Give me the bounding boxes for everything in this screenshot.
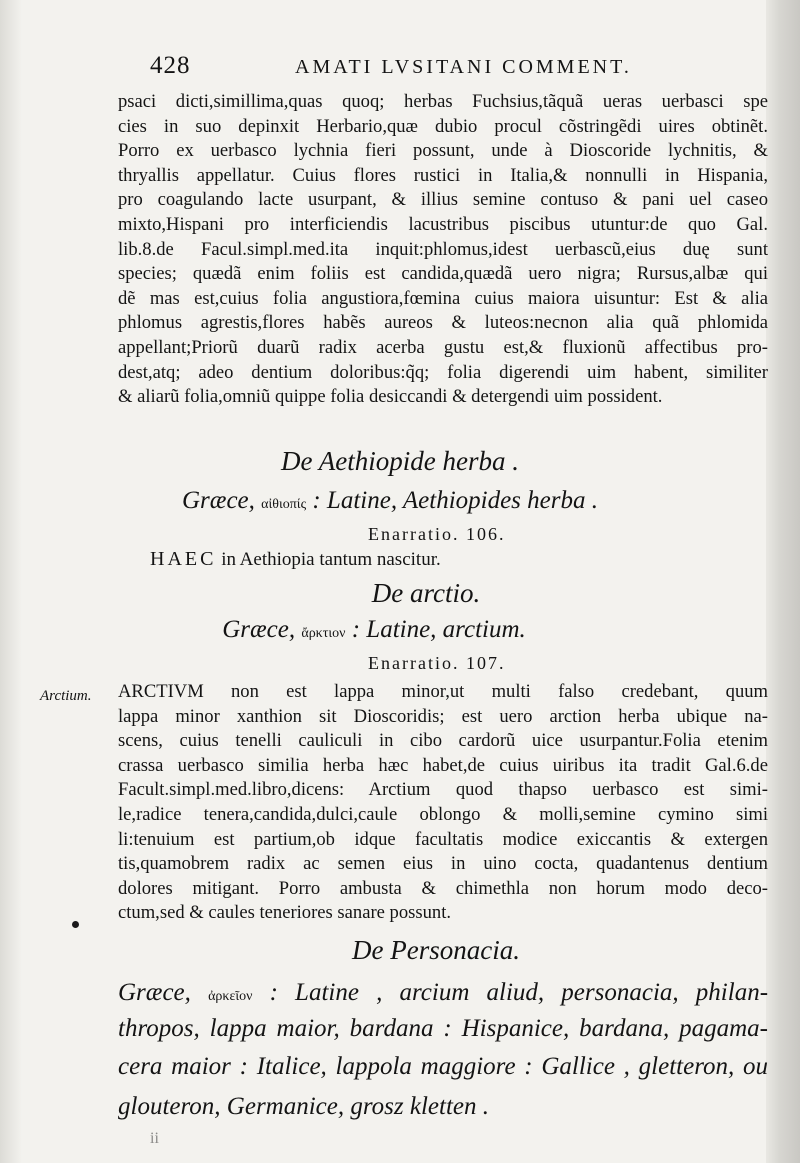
text-line: species; quædã enim foliis est candida,quædã uero nigra; Rursus,albæ qui xyxy=(118,263,768,285)
enarratio-106: Enarratio. 106. xyxy=(368,524,506,544)
section-title-arctio: De arctio. xyxy=(371,578,481,608)
enarratio-107: Enarratio. 107. xyxy=(368,653,506,673)
section-title-personacia: De Personacia. xyxy=(352,935,520,965)
bleed-dot xyxy=(72,921,79,928)
text-line: lappa minor xanthion sit Dioscoridis; est uero arction herba ubique na- xyxy=(118,705,768,727)
text-line: scens, cuius tenelli cauliculi in cibo cardorũ uice usurpantur.Folia etenim xyxy=(118,730,768,752)
text-line: Facult.simpl.med.libro,dicens: Arctium quod thapso uerbasco est simi- xyxy=(118,779,768,801)
text-line: crassa uerbasco similia herba hæc habet,de cuius uiribus ita tradit Gal.6.de xyxy=(118,754,768,776)
text-line: ARCTIVM non est lappa minor,ut multi falso credebant, quum xyxy=(118,681,768,702)
text-line: pro coagulando lacte usurpant, & illius semine contuso & pani uel caseo xyxy=(118,189,768,211)
names-line-2: thropos, lappa maior, bardana : Hispanice, bardana, pagama- xyxy=(118,1015,768,1042)
names-latin: : Latine , arcium aliud, personacia, philan- xyxy=(269,979,769,1006)
page-header xyxy=(150,48,670,82)
text-line: li:tenuium est partium,ob idque facultatis modice exiccantis & extergen xyxy=(118,828,768,850)
text-line: thryallis appellatur. Cuius flores rustici in Italia,& nonnulli in Hispania, xyxy=(118,164,768,186)
gutter-shadow xyxy=(0,0,22,1163)
names-line-3: cera maior : Italice, lappola maggiore : Gallice , gletteron, ou xyxy=(118,1053,768,1080)
aethiopide-text xyxy=(150,548,441,571)
text-line: le,radice tenera,candida,dulci,caule oblongo & molli,semine cymino simi xyxy=(118,803,768,825)
text-line: dest,atq; adeo dentium doloribus:q̃q; folia digerendi uim habent, similiter xyxy=(118,361,768,383)
initial-word: HAEC xyxy=(150,548,217,570)
text-line: dolores mitigant. Porro ambusta & chimethla non horum modo deco- xyxy=(118,877,768,899)
running-head: AMATI LVSITANI COMMENT. xyxy=(295,56,632,78)
text-line: mixto,Hispani pro interficiendis lacustribus piscibus utuntur:de quo Gal. xyxy=(118,213,768,235)
text-line: phlomus agrestis,flores habẽs aureos & luteos:necnon alia quã phlomida xyxy=(118,312,768,334)
names-line-4: glouteron, Germanice, grosz kletten . xyxy=(118,1093,489,1120)
text-line: Porro ex uerbasco lychnia fieri possunt, unde à Dioscoride lychnitis, & xyxy=(118,140,768,162)
text-line: cies in suo depinxit Herbario,quæ dubio procul cõstringẽdi uires obtinẽt. xyxy=(118,115,768,137)
margin-note-arctium: Arctium. xyxy=(40,688,92,704)
text-line: ctum,sed & caules teneriores sanare possunt. xyxy=(118,902,452,924)
greek-name: ἀρκεῖον xyxy=(208,989,253,1004)
text-line: lib.8.de Facul.simpl.med.ita inquit:phlomus,idest uerbascũ,eius duę sunt xyxy=(118,238,768,260)
names-label: Græce, xyxy=(222,616,296,643)
names-latin: : Latine, arctium. xyxy=(351,616,526,643)
text-line: tis,quamobrem radix ac semen eius in uino cocta, quadantenus dentium xyxy=(118,853,768,875)
greek-name: αἰθιοπίς xyxy=(261,497,307,512)
names-label: Græce, xyxy=(182,487,255,514)
text-line: dẽ mas est,cuius folia angustiora,fœmina cuius maiora uisuntur: Est & alia xyxy=(118,287,768,309)
page-number: 428 xyxy=(150,52,191,79)
text-line: & aliarũ folia,omniũ quippe folia desiccandi & detergendi uim possident. xyxy=(118,386,663,408)
names-line-1 xyxy=(118,976,768,1010)
signature-mark: ii xyxy=(150,1130,159,1147)
text-line: psaci dicti,simillima,quas quoq; herbas Fuchsius,tãquã ueras uerbasci spe xyxy=(118,91,768,112)
greek-name: ἄρκτιον xyxy=(301,626,346,641)
paragraph-verbascum xyxy=(118,90,768,410)
names-arctio xyxy=(0,616,774,644)
names-aethiopide xyxy=(0,487,790,515)
section-title-aethiopide: De Aethiopide herba . xyxy=(281,446,519,476)
names-label: Græce, xyxy=(118,979,191,1006)
aethiopide-body: in Aethiopia tantum nascitur. xyxy=(221,549,441,570)
paragraph-arctium xyxy=(118,680,768,926)
text-line: appellant;Priorũ duarũ radix acerba gustu est,& fluxionũ affectibus pro- xyxy=(118,336,768,358)
names-latin: : Latine, Aethiopides herba . xyxy=(312,487,598,514)
